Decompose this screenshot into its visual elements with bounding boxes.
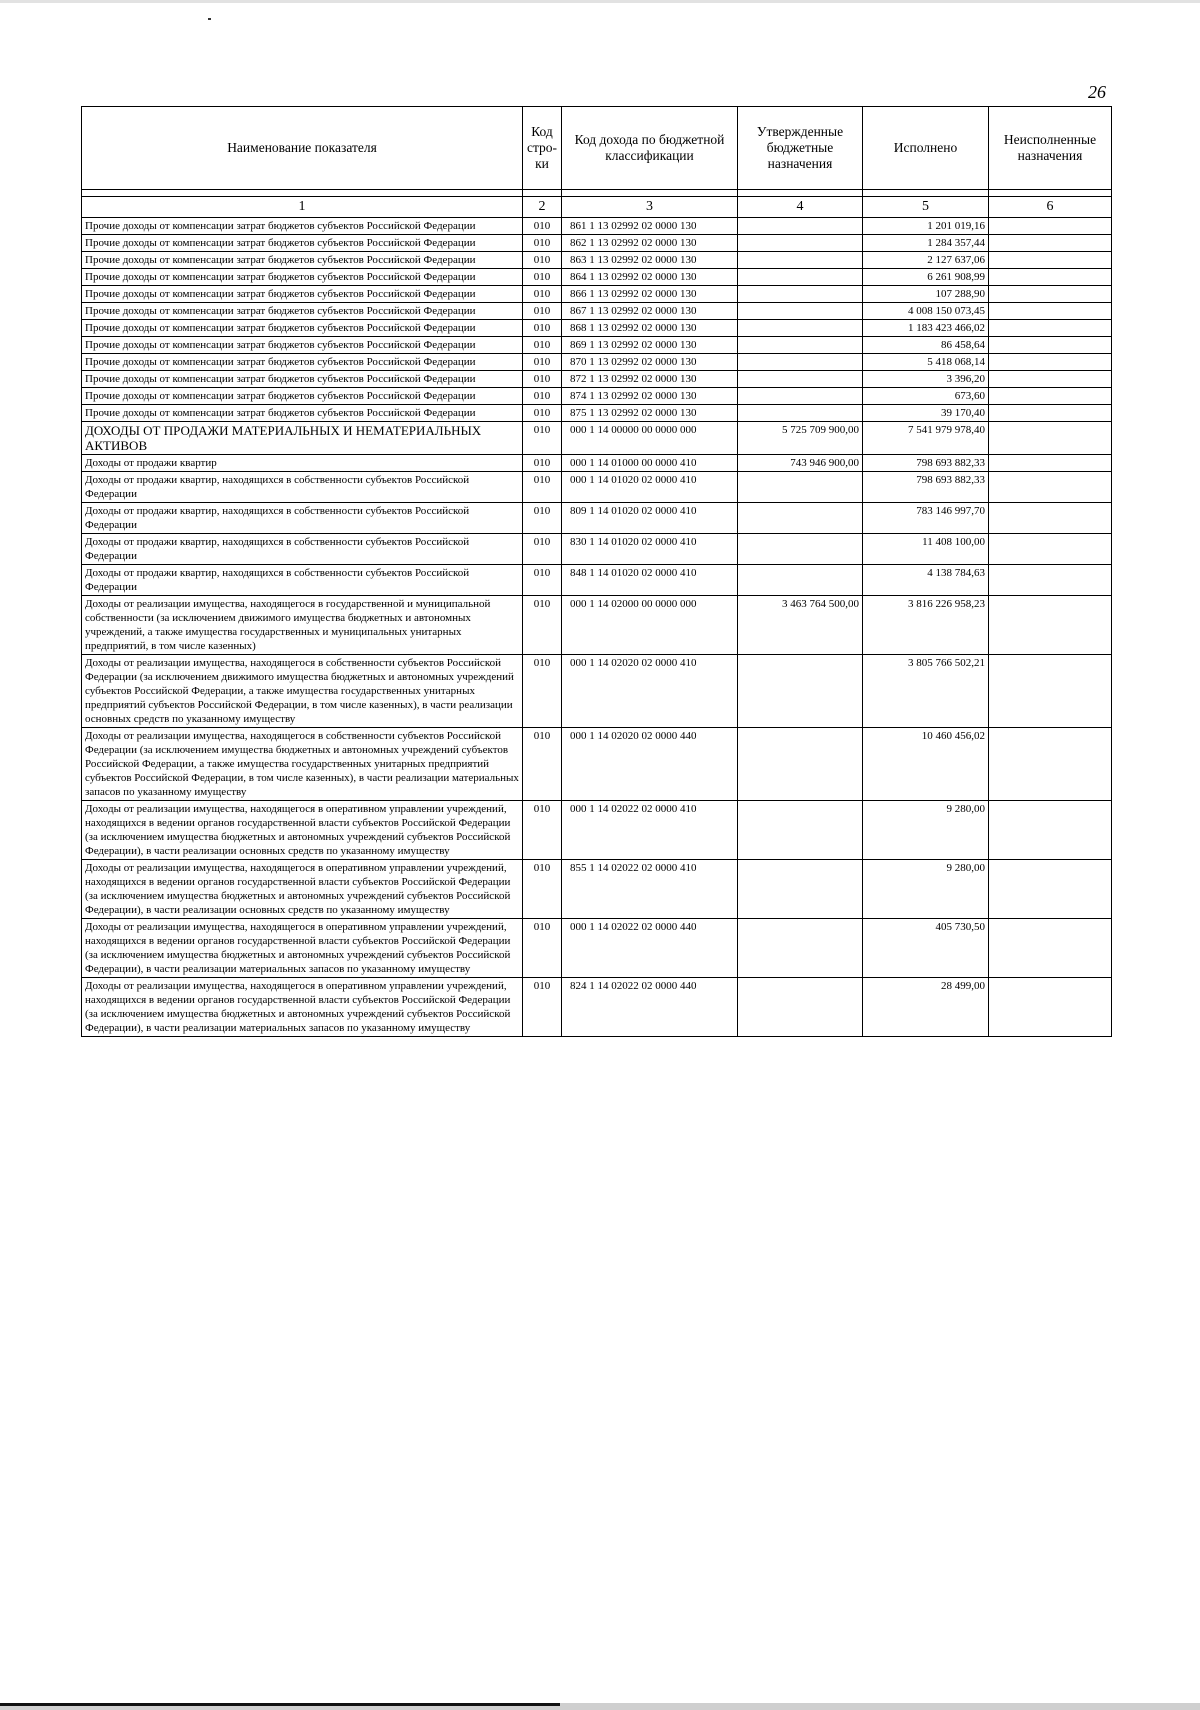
scan-edge-top (0, 0, 1200, 3)
row-unexecuted (989, 655, 1112, 728)
row-line-code: 010 (523, 252, 562, 269)
row-name: Доходы от продажи квартир (82, 455, 523, 472)
row-approved (738, 978, 863, 1037)
row-line-code: 010 (523, 503, 562, 534)
row-unexecuted (989, 354, 1112, 371)
row-unexecuted (989, 503, 1112, 534)
row-line-code: 010 (523, 472, 562, 503)
row-approved: 3 463 764 500,00 (738, 596, 863, 655)
row-approved (738, 503, 863, 534)
row-executed: 28 499,00 (863, 978, 989, 1037)
table-row (82, 371, 1112, 388)
row-budget-code: 869 1 13 02992 02 0000 130 (562, 337, 738, 354)
row-budget-code: 863 1 13 02992 02 0000 130 (562, 252, 738, 269)
row-unexecuted (989, 388, 1112, 405)
row-executed: 1 201 019,16 (863, 218, 989, 235)
table-row (82, 978, 1112, 1037)
table-row (82, 728, 1112, 801)
row-executed: 3 805 766 502,21 (863, 655, 989, 728)
header-budget-code: Код дохода по бюджетной классификации (562, 107, 738, 190)
row-budget-code: 000 1 14 01020 02 0000 410 (562, 472, 738, 503)
row-executed: 86 458,64 (863, 337, 989, 354)
table-row (82, 472, 1112, 503)
table-row (82, 388, 1112, 405)
row-unexecuted (989, 565, 1112, 596)
row-approved (738, 235, 863, 252)
row-name: Доходы от продажи квартир, находящихся в собственности субъектов Российской Федерации (82, 503, 523, 534)
row-unexecuted (989, 801, 1112, 860)
row-executed: 798 693 882,33 (863, 455, 989, 472)
row-budget-code: 830 1 14 01020 02 0000 410 (562, 534, 738, 565)
table-row (82, 534, 1112, 565)
row-line-code: 010 (523, 919, 562, 978)
row-name: Прочие доходы от компенсации затрат бюджетов субъектов Российской Федерации (82, 388, 523, 405)
row-line-code: 010 (523, 354, 562, 371)
row-name: Прочие доходы от компенсации затрат бюджетов субъектов Российской Федерации (82, 286, 523, 303)
row-unexecuted (989, 337, 1112, 354)
row-name: Доходы от реализации имущества, находящегося в оперативном управлении учреждений, находящихся в ведении органов государственной власти субъектов Российской Федерации (за исключением имущества бюджетных и автономных учреждений субъектов Российской Федерации), в части реализации материальных запасов по указанному имуществу (82, 978, 523, 1037)
row-approved (738, 337, 863, 354)
page-number: 26 (1088, 82, 1106, 102)
column-number: 1 (82, 197, 523, 218)
row-executed: 3 396,20 (863, 371, 989, 388)
table-row (82, 801, 1112, 860)
table-row (82, 596, 1112, 655)
row-unexecuted (989, 218, 1112, 235)
row-unexecuted (989, 728, 1112, 801)
row-approved (738, 405, 863, 422)
table-row (82, 252, 1112, 269)
row-line-code: 010 (523, 565, 562, 596)
row-approved (738, 252, 863, 269)
row-name: Прочие доходы от компенсации затрат бюджетов субъектов Российской Федерации (82, 371, 523, 388)
row-executed: 10 460 456,02 (863, 728, 989, 801)
table-row (82, 235, 1112, 252)
row-name: Прочие доходы от компенсации затрат бюджетов субъектов Российской Федерации (82, 337, 523, 354)
column-number: 2 (523, 197, 562, 218)
row-approved (738, 534, 863, 565)
table-row (82, 860, 1112, 919)
row-budget-code: 000 1 14 02022 02 0000 410 (562, 801, 738, 860)
table-row (82, 422, 1112, 455)
row-name: Прочие доходы от компенсации затрат бюджетов субъектов Российской Федерации (82, 218, 523, 235)
row-budget-code: 872 1 13 02992 02 0000 130 (562, 371, 738, 388)
table-row (82, 503, 1112, 534)
row-line-code: 010 (523, 978, 562, 1037)
row-budget-code: 862 1 13 02992 02 0000 130 (562, 235, 738, 252)
row-line-code: 010 (523, 235, 562, 252)
row-budget-code: 867 1 13 02992 02 0000 130 (562, 303, 738, 320)
row-approved (738, 371, 863, 388)
row-unexecuted (989, 472, 1112, 503)
row-unexecuted (989, 422, 1112, 455)
row-unexecuted (989, 534, 1112, 565)
header-approved: Утвержденные бюджетные назначения (738, 107, 863, 190)
row-budget-code: 855 1 14 02022 02 0000 410 (562, 860, 738, 919)
row-approved (738, 655, 863, 728)
header-line-code: Код стро-ки (523, 107, 562, 190)
row-executed: 673,60 (863, 388, 989, 405)
row-unexecuted (989, 286, 1112, 303)
row-name: Прочие доходы от компенсации затрат бюджетов субъектов Российской Федерации (82, 303, 523, 320)
row-approved: 5 725 709 900,00 (738, 422, 863, 455)
row-line-code: 010 (523, 371, 562, 388)
row-approved: 743 946 900,00 (738, 455, 863, 472)
table-row (82, 405, 1112, 422)
row-budget-code: 000 1 14 02020 02 0000 410 (562, 655, 738, 728)
row-line-code: 010 (523, 860, 562, 919)
row-line-code: 010 (523, 320, 562, 337)
row-budget-code: 000 1 14 01000 00 0000 410 (562, 455, 738, 472)
row-approved (738, 388, 863, 405)
table-body (82, 218, 1112, 1037)
header-unexecuted: Неисполненные назначения (989, 107, 1112, 190)
row-line-code: 010 (523, 728, 562, 801)
row-approved (738, 303, 863, 320)
row-budget-code: 000 1 14 02000 00 0000 000 (562, 596, 738, 655)
row-line-code: 010 (523, 337, 562, 354)
table-row (82, 337, 1112, 354)
row-line-code: 010 (523, 801, 562, 860)
row-line-code: 010 (523, 534, 562, 565)
row-approved (738, 286, 863, 303)
row-executed: 4 138 784,63 (863, 565, 989, 596)
row-executed: 3 816 226 958,23 (863, 596, 989, 655)
row-line-code: 010 (523, 455, 562, 472)
header-name: Наименование показателя (82, 107, 523, 190)
row-executed: 4 008 150 073,45 (863, 303, 989, 320)
row-name: Прочие доходы от компенсации затрат бюджетов субъектов Российской Федерации (82, 354, 523, 371)
row-unexecuted (989, 252, 1112, 269)
row-line-code: 010 (523, 655, 562, 728)
table-row (82, 320, 1112, 337)
scan-speck (208, 18, 211, 20)
row-name: Прочие доходы от компенсации затрат бюджетов субъектов Российской Федерации (82, 320, 523, 337)
table-row (82, 286, 1112, 303)
row-budget-code: 866 1 13 02992 02 0000 130 (562, 286, 738, 303)
row-name: Доходы от реализации имущества, находящегося в собственности субъектов Российской Федерации (за исключением движимого имущества бюджетных и автономных учреждений субъектов Российской Федерации, а также имущества государственных унитарных предприятий субъектов Российской Федерации, в том числе казенных), в части реализации основных средств по указанному имуществу (82, 655, 523, 728)
table-row (82, 565, 1112, 596)
row-unexecuted (989, 371, 1112, 388)
row-name: Доходы от продажи квартир, находящихся в собственности субъектов Российской Федерации (82, 565, 523, 596)
row-executed: 2 127 637,06 (863, 252, 989, 269)
row-approved (738, 801, 863, 860)
row-approved (738, 919, 863, 978)
row-approved (738, 269, 863, 286)
row-unexecuted (989, 978, 1112, 1037)
row-executed: 798 693 882,33 (863, 472, 989, 503)
table-row (82, 354, 1112, 371)
row-unexecuted (989, 303, 1112, 320)
column-number: 6 (989, 197, 1112, 218)
table-row (82, 455, 1112, 472)
column-numbers-row (82, 197, 1112, 218)
row-approved (738, 320, 863, 337)
row-line-code: 010 (523, 286, 562, 303)
scan-edge-bottom (0, 1703, 1200, 1710)
revenue-report-table (81, 106, 1112, 1037)
row-approved (738, 860, 863, 919)
row-line-code: 010 (523, 388, 562, 405)
row-budget-code: 861 1 13 02992 02 0000 130 (562, 218, 738, 235)
row-unexecuted (989, 455, 1112, 472)
row-line-code: 010 (523, 405, 562, 422)
row-name: Доходы от реализации имущества, находящегося в оперативном управлении учреждений, находящихся в ведении органов государственной власти субъектов Российской Федерации (за исключением имущества бюджетных и автономных учреждений субъектов Российской Федерации), в части реализации основных средств по указанному имуществу (82, 860, 523, 919)
row-executed: 39 170,40 (863, 405, 989, 422)
row-budget-code: 000 1 14 02020 02 0000 440 (562, 728, 738, 801)
column-number: 3 (562, 197, 738, 218)
table-row (82, 655, 1112, 728)
row-executed: 405 730,50 (863, 919, 989, 978)
table-row (82, 218, 1112, 235)
table-header (82, 107, 1112, 218)
row-budget-code: 868 1 13 02992 02 0000 130 (562, 320, 738, 337)
row-name: Доходы от реализации имущества, находящегося в государственной и муниципальной собственности (за исключением движимого имущества бюджетных и автономных учреждений, а также имущества государственных и муниципальных унитарных предприятий, в том числе казенных) (82, 596, 523, 655)
row-name: Прочие доходы от компенсации затрат бюджетов субъектов Российской Федерации (82, 252, 523, 269)
row-name: ДОХОДЫ ОТ ПРОДАЖИ МАТЕРИАЛЬНЫХ И НЕМАТЕРИАЛЬНЫХ АКТИВОВ (82, 422, 523, 455)
row-executed: 11 408 100,00 (863, 534, 989, 565)
row-budget-code: 864 1 13 02992 02 0000 130 (562, 269, 738, 286)
row-unexecuted (989, 919, 1112, 978)
row-executed: 1 183 423 466,02 (863, 320, 989, 337)
row-approved (738, 728, 863, 801)
row-budget-code: 000 1 14 00000 00 0000 000 (562, 422, 738, 455)
row-executed: 1 284 357,44 (863, 235, 989, 252)
row-unexecuted (989, 596, 1112, 655)
row-budget-code: 875 1 13 02992 02 0000 130 (562, 405, 738, 422)
row-budget-code: 874 1 13 02992 02 0000 130 (562, 388, 738, 405)
row-line-code: 010 (523, 303, 562, 320)
table-row (82, 303, 1112, 320)
row-executed: 7 541 979 978,40 (863, 422, 989, 455)
row-budget-code: 870 1 13 02992 02 0000 130 (562, 354, 738, 371)
row-name: Прочие доходы от компенсации затрат бюджетов субъектов Российской Федерации (82, 405, 523, 422)
table-row (82, 919, 1112, 978)
row-approved (738, 354, 863, 371)
row-name: Доходы от реализации имущества, находящегося в оперативном управлении учреждений, находящихся в ведении органов государственной власти субъектов Российской Федерации (за исключением имущества бюджетных и автономных учреждений субъектов Российской Федерации), в части реализации материальных запасов по указанному имуществу (82, 919, 523, 978)
column-number: 5 (863, 197, 989, 218)
row-executed: 5 418 068,14 (863, 354, 989, 371)
row-line-code: 010 (523, 218, 562, 235)
row-unexecuted (989, 235, 1112, 252)
row-executed: 9 280,00 (863, 801, 989, 860)
row-budget-code: 809 1 14 01020 02 0000 410 (562, 503, 738, 534)
row-name: Прочие доходы от компенсации затрат бюджетов субъектов Российской Федерации (82, 269, 523, 286)
header-gap (82, 190, 1112, 197)
row-approved (738, 472, 863, 503)
row-name: Доходы от продажи квартир, находящихся в собственности субъектов Российской Федерации (82, 472, 523, 503)
row-budget-code: 000 1 14 02022 02 0000 440 (562, 919, 738, 978)
row-name: Доходы от реализации имущества, находящегося в собственности субъектов Российской Федерации (за исключением имущества бюджетных и автономных учреждений субъектов Российской Федерации, а также имущества государственных унитарных предприятий субъектов Российской Федерации, в том числе казенных), в части реализации материальных запасов по указанному имуществу (82, 728, 523, 801)
table-row (82, 269, 1112, 286)
row-budget-code: 848 1 14 01020 02 0000 410 (562, 565, 738, 596)
row-executed: 107 288,90 (863, 286, 989, 303)
row-executed: 9 280,00 (863, 860, 989, 919)
row-unexecuted (989, 405, 1112, 422)
row-name: Доходы от продажи квартир, находящихся в собственности субъектов Российской Федерации (82, 534, 523, 565)
row-line-code: 010 (523, 422, 562, 455)
row-name: Прочие доходы от компенсации затрат бюджетов субъектов Российской Федерации (82, 235, 523, 252)
row-approved (738, 218, 863, 235)
row-unexecuted (989, 320, 1112, 337)
row-unexecuted (989, 860, 1112, 919)
row-approved (738, 565, 863, 596)
row-executed: 783 146 997,70 (863, 503, 989, 534)
column-number: 4 (738, 197, 863, 218)
row-unexecuted (989, 269, 1112, 286)
row-line-code: 010 (523, 596, 562, 655)
row-line-code: 010 (523, 269, 562, 286)
row-name: Доходы от реализации имущества, находящегося в оперативном управлении учреждений, находящихся в ведении органов государственной власти субъектов Российской Федерации (за исключением имущества бюджетных и автономных учреждений субъектов Российской Федерации), в части реализации основных средств по указанному имуществу (82, 801, 523, 860)
header-executed: Исполнено (863, 107, 989, 190)
row-executed: 6 261 908,99 (863, 269, 989, 286)
row-budget-code: 824 1 14 02022 02 0000 440 (562, 978, 738, 1037)
